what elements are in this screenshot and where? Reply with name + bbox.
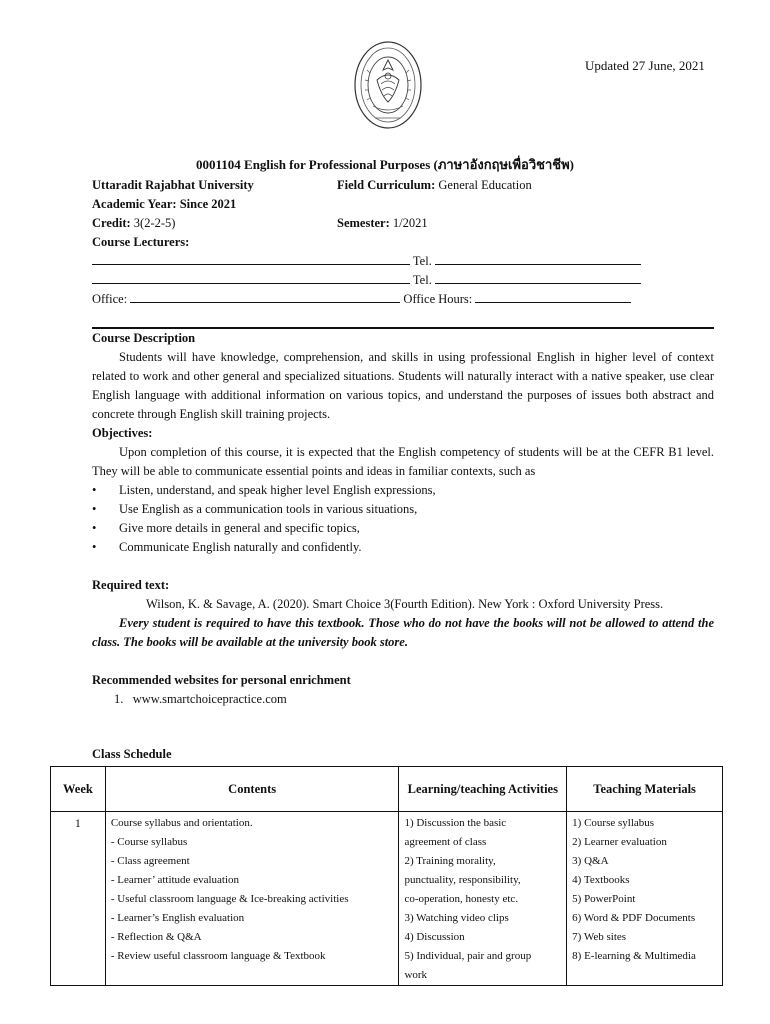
university-name: Uttaradit Rajabhat University — [92, 178, 254, 192]
class-schedule-table — [50, 766, 723, 986]
semester-label: Semester: — [337, 216, 390, 230]
cell-line: - Learner’s English evaluation — [110, 912, 245, 924]
cell-line: 2) Learner evaluation — [572, 836, 667, 848]
required-text-note: Every student is required to have this textbook. Those who do not have the books will not be allowed to attend the class. The books will be available at the university book store. — [92, 616, 714, 649]
tel-blank — [435, 253, 641, 265]
tel-label: Tel. — [412, 273, 432, 287]
list-item: • Use English as a communication tools in various situations, — [92, 500, 714, 519]
cell-line: - Useful classroom language & Ice-breaking activities — [110, 893, 349, 905]
course-body — [92, 329, 714, 709]
credit-label: Credit: — [92, 216, 131, 230]
office-label: Office: — [92, 292, 128, 306]
academic-year: Academic Year: Since 2021 — [92, 197, 237, 211]
lecturer-line-1 — [92, 252, 712, 271]
column-header-activities: Learning/teaching Activities — [399, 767, 567, 812]
list-item: • Listen, understand, and speak higher level English expressions, — [92, 481, 714, 500]
objectives-list — [92, 481, 714, 557]
course-info — [92, 176, 712, 309]
cell-line: co-operation, honesty etc. — [404, 893, 519, 905]
university-seal-logo — [353, 40, 423, 130]
lecturer-line-2 — [92, 271, 712, 290]
updated-date: Updated 27 June, 2021 — [585, 58, 705, 73]
required-text-citation: Wilson, K. & Savage, A. (2020). Smart Choice 3(Fourth Edition). New York : Oxford University Press. — [146, 597, 664, 611]
cell-line: 3) Q&A — [572, 855, 609, 867]
cell-line: 1) Course syllabus — [572, 817, 655, 829]
office-line — [92, 290, 712, 309]
course-title: 0001104 English for Professional Purposes (ภาษาอังกฤษเพื่อวิชาชีพ) — [195, 157, 574, 172]
office-hours-blank — [475, 291, 631, 303]
activities-cell — [399, 812, 567, 986]
cell-line: 1) Discussion the basic — [404, 817, 507, 829]
tel-label: Tel. — [412, 254, 432, 268]
objectives-intro: Upon completion of this course, it is expected that the English competency of students will be at the CEFR B1 level. They will be able to communicate essential points and ideas in familiar contexts, such as — [92, 445, 714, 478]
table-row — [51, 812, 723, 986]
cell-line: work — [404, 969, 428, 981]
cell-line: agreement of class — [404, 836, 487, 848]
field-curriculum-value: General Education — [438, 178, 532, 192]
credit-value: 3(2-2-5) — [133, 216, 176, 230]
cell-line: 4) Discussion — [404, 931, 465, 943]
cell-line: - Course syllabus — [110, 836, 188, 848]
cell-line: Course syllabus and orientation. — [110, 817, 253, 829]
column-header-materials: Teaching Materials — [567, 767, 723, 812]
materials-cell — [567, 812, 723, 986]
course-description-heading: Course Description — [92, 331, 196, 345]
cell-line: 7) Web sites — [572, 931, 627, 943]
course-description-text: Students will have knowledge, comprehension, and skills in using professional English in higher level of context related to work and other general and specialized situations. Students will naturally interact with a native speaker, use clear English language with additional information on various topics, and understand the purposes of issues both abstract and concrete through English skill training projects. — [92, 350, 714, 421]
cell-line: 5) Individual, pair and group — [404, 950, 532, 962]
cell-line: 6) Word & PDF Documents — [572, 912, 696, 924]
required-text-heading: Required text: — [92, 578, 170, 592]
lecturer-name-blank — [92, 253, 410, 265]
cell-line: - Reflection & Q&A — [110, 931, 202, 943]
cell-line: - Learner’ attitude evaluation — [110, 874, 240, 886]
cell-line: - Review useful classroom language & Textbook — [110, 950, 326, 962]
office-blank — [130, 291, 400, 303]
semester-value: 1/2021 — [392, 216, 428, 230]
list-item: • Give more details in general and specific topics, — [92, 519, 714, 538]
cell-line: - Class agreement — [110, 855, 190, 867]
tel-blank — [435, 272, 641, 284]
table-header-row — [51, 767, 723, 812]
week-cell: 1 — [51, 812, 106, 986]
cell-line: 2) Training morality, — [404, 855, 496, 867]
cell-line: 8) E-learning & Multimedia — [572, 950, 696, 962]
website-item: 1. www.smartchoicepractice.com — [114, 692, 287, 706]
cell-line: 5) PowerPoint — [572, 893, 636, 905]
column-header-week: Week — [51, 767, 106, 812]
cell-line: 4) Textbooks — [572, 874, 630, 886]
cell-line: punctuality, responsibility, — [404, 874, 521, 886]
class-schedule-heading: Class Schedule — [92, 747, 172, 761]
field-curriculum-label: Field Curriculum: — [337, 178, 436, 192]
cell-line: 3) Watching video clips — [404, 912, 509, 924]
column-header-contents: Contents — [105, 767, 399, 812]
lecturer-name-blank — [92, 272, 410, 284]
websites-heading: Recommended websites for personal enrichment — [92, 673, 351, 687]
list-item: • Communicate English naturally and confidently. — [92, 538, 714, 557]
office-hours-label: Office Hours: — [403, 292, 473, 306]
course-lecturers-label: Course Lecturers: — [92, 235, 190, 249]
objectives-heading: Objectives: — [92, 426, 153, 440]
contents-cell — [105, 812, 399, 986]
